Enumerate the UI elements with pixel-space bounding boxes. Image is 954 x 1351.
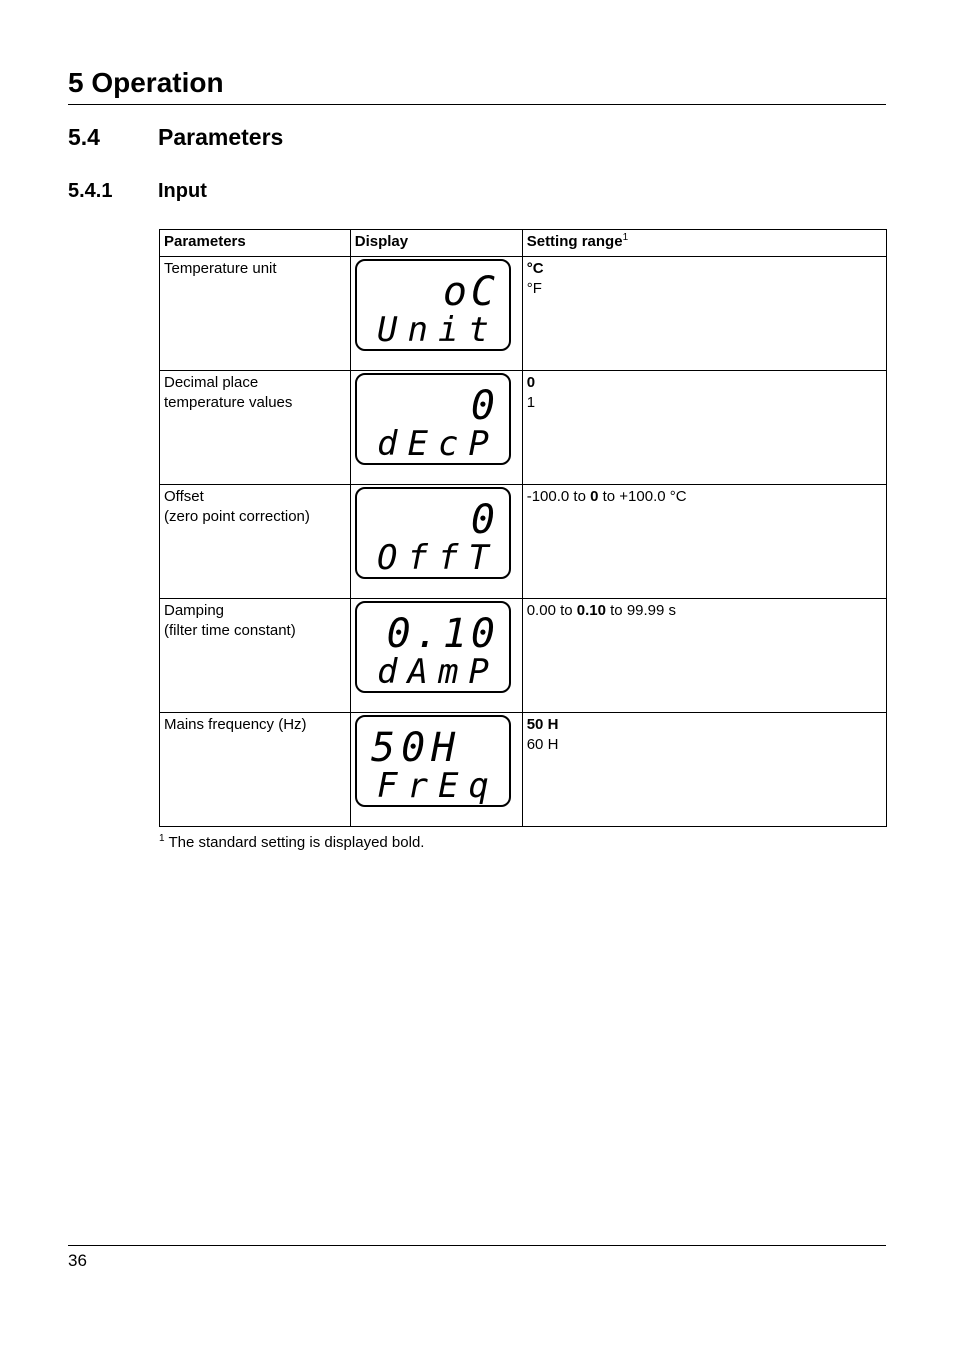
- setting-range-cell: [522, 371, 886, 485]
- param-name: Damping: [164, 602, 225, 619]
- lcd-display: [355, 487, 511, 579]
- range-default: 0.10: [576, 602, 606, 619]
- header-parameters: Parameters: [160, 230, 351, 257]
- lcd-value: 50H: [370, 725, 461, 771]
- setting-range-cell: [522, 713, 886, 827]
- lcd-value: 0.10: [386, 611, 499, 657]
- header-display: Display: [350, 230, 522, 257]
- lcd-display: [355, 259, 511, 351]
- setting-range-line: [527, 601, 882, 621]
- lcd-display: [355, 715, 511, 807]
- lcd-code: dAmP: [376, 652, 499, 692]
- footnote-ref: 1: [622, 232, 629, 243]
- parameters-table: [159, 229, 887, 827]
- table-row: [160, 485, 887, 599]
- setting-range-cell: [522, 599, 886, 713]
- param-description: (zero point correction): [164, 508, 310, 525]
- display-cell: [350, 371, 522, 485]
- range-text: 0.00 to: [526, 602, 577, 619]
- setting-range-cell: [522, 485, 886, 599]
- range-default: °C: [526, 260, 544, 277]
- lcd-code: dEcP: [376, 424, 499, 464]
- setting-range-cell: [522, 257, 886, 371]
- param-cell: [160, 371, 351, 485]
- range-option: °F: [526, 280, 542, 297]
- display-cell: [350, 713, 522, 827]
- param-cell: [160, 713, 351, 827]
- param-description: temperature values: [164, 394, 293, 411]
- lcd-display: [355, 373, 511, 465]
- page-number: 36: [68, 1251, 87, 1270]
- table-row: [160, 713, 887, 827]
- lcd-value: 0: [470, 383, 499, 429]
- table-header-row: [160, 230, 887, 257]
- range-text-end: to +100.0 °C: [598, 488, 687, 505]
- range-option: 1: [526, 394, 536, 411]
- chapter-title: 5 Operation: [68, 66, 886, 105]
- range-default: 0: [526, 374, 536, 391]
- range-default: 50 H: [526, 716, 559, 733]
- display-cell: [350, 485, 522, 599]
- setting-range-line: [527, 259, 882, 279]
- section-title: Parameters: [158, 124, 284, 150]
- footnote: [159, 833, 424, 853]
- range-text: -100.0 to: [526, 488, 591, 505]
- param-name: Decimal place: [164, 374, 259, 391]
- param-name: Temperature unit: [164, 260, 277, 277]
- lcd-value: oC: [442, 269, 499, 315]
- param-cell: [160, 257, 351, 371]
- param-cell: [160, 599, 351, 713]
- param-name: Mains frequency (Hz): [164, 716, 307, 733]
- header-setting-range: [522, 230, 886, 257]
- table-row: [160, 257, 887, 371]
- footnote-mark: 1: [159, 833, 165, 844]
- setting-range-line: [527, 487, 882, 507]
- lcd-code: Unit: [376, 310, 499, 350]
- subsection-title: Input: [158, 180, 207, 202]
- table-row: [160, 599, 887, 713]
- setting-range-line: [527, 373, 882, 393]
- lcd-display: [355, 601, 511, 693]
- display-cell: [350, 599, 522, 713]
- lcd-code: FrEq: [376, 766, 499, 806]
- param-description: (filter time constant): [164, 622, 296, 639]
- lcd-value: 0: [470, 497, 499, 543]
- range-default: 0: [590, 488, 599, 505]
- section-number: 5.4: [68, 124, 100, 150]
- range-text-end: to 99.99 s: [605, 602, 677, 619]
- display-cell: [350, 257, 522, 371]
- param-name: Offset: [164, 488, 204, 505]
- header-setting-range-label: Setting range: [526, 233, 623, 250]
- setting-range-line: [527, 715, 882, 735]
- subsection-number: 5.4.1: [68, 180, 113, 202]
- footnote-text: The standard setting is displayed bold.: [168, 834, 425, 851]
- range-option: 60 H: [526, 736, 559, 753]
- footer-divider: [68, 1245, 886, 1246]
- lcd-code: OffT: [376, 538, 499, 578]
- param-cell: [160, 485, 351, 599]
- table-row: [160, 371, 887, 485]
